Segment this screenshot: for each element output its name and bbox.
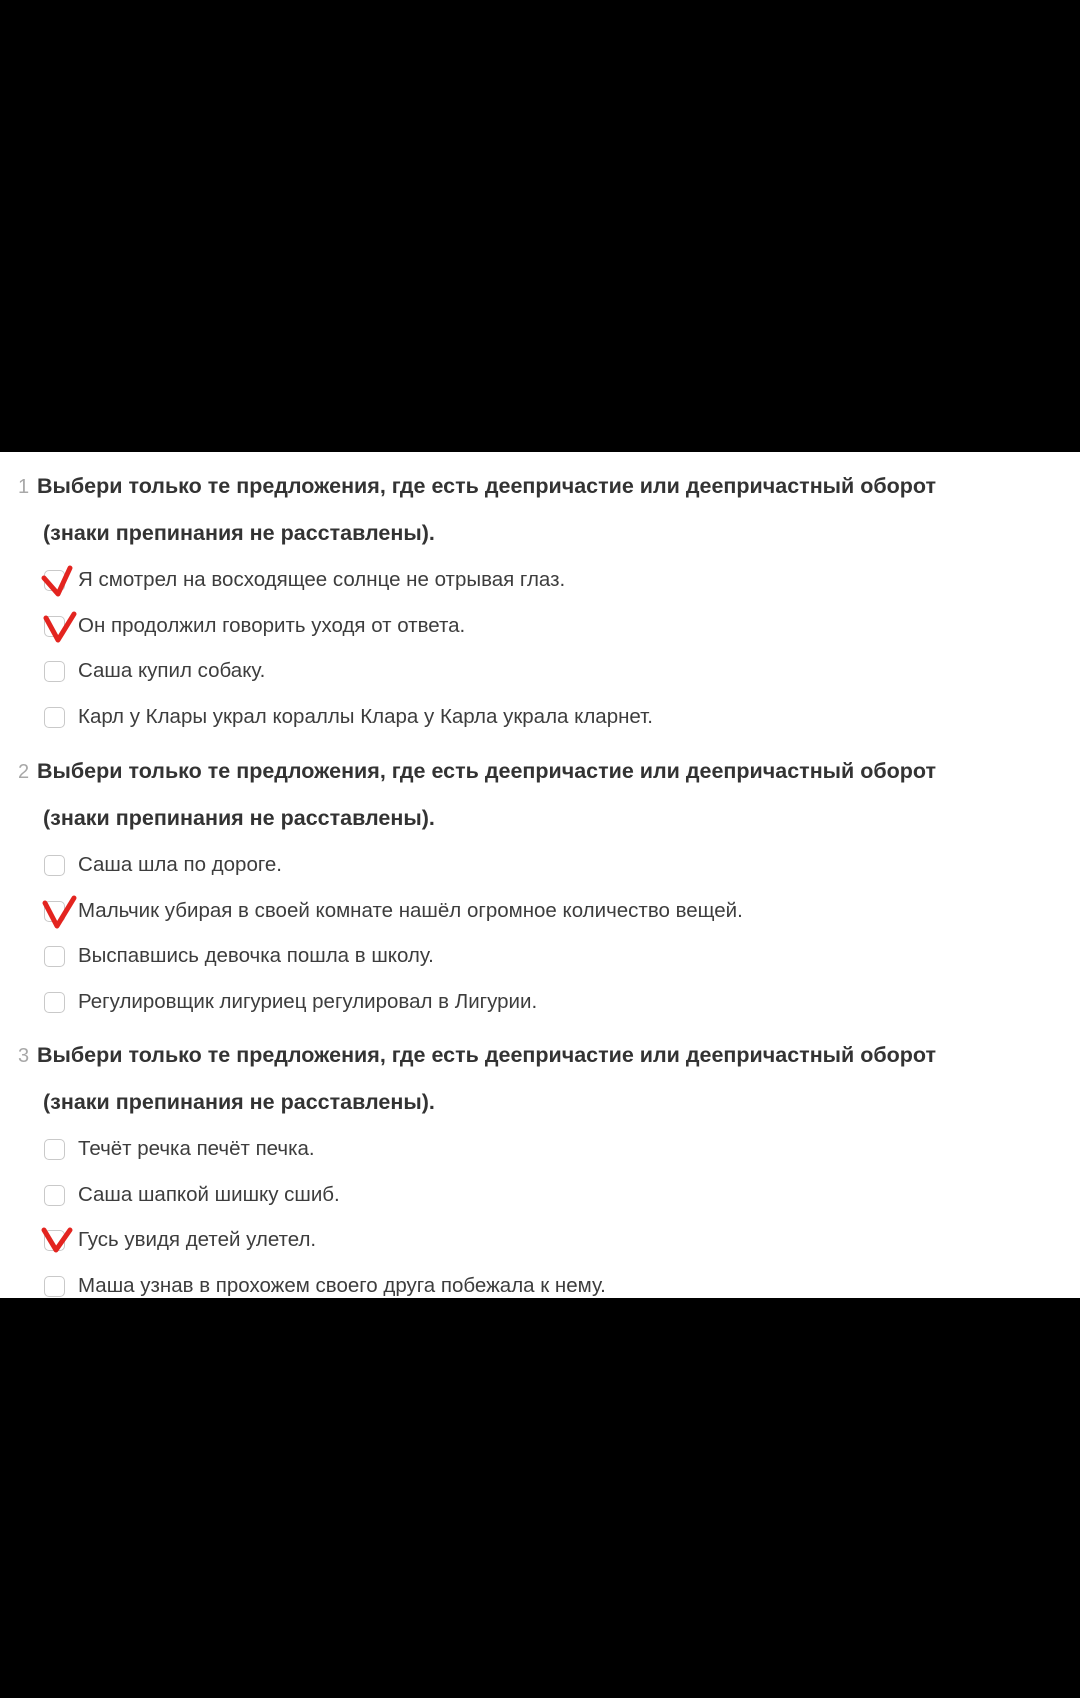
question-note: (знаки препинания не расставлены). <box>43 1090 435 1114</box>
answer-option[interactable] <box>0 1220 1080 1266</box>
question-3 <box>0 1035 1080 1311</box>
answer-checkbox[interactable] <box>44 855 65 876</box>
answer-option[interactable] <box>0 845 1080 891</box>
answer-label: Течёт речка печёт печка. <box>78 1137 315 1160</box>
question-title: Выбери только те предложения, где есть деепричастие или деепричастный оборот <box>37 1043 937 1067</box>
answer-option[interactable] <box>0 606 1080 652</box>
answer-checkbox[interactable] <box>44 1139 65 1160</box>
answer-option[interactable] <box>0 982 1080 1028</box>
answer-label: Выспавшись девочка пошла в школу. <box>78 944 434 967</box>
answer-option[interactable] <box>0 697 1080 743</box>
red-checkmark-icon <box>40 895 82 931</box>
question-2 <box>0 751 1080 1027</box>
answer-option[interactable] <box>0 651 1080 697</box>
quiz-panel <box>0 452 1080 1298</box>
question-1 <box>0 466 1080 742</box>
answer-checkbox[interactable] <box>44 661 65 682</box>
question-header <box>0 751 1080 845</box>
question-note: (знаки препинания не расставлены). <box>43 806 435 830</box>
answer-label: Регулировщик лигуриец регулировал в Лигурии. <box>78 989 538 1013</box>
answer-checkbox[interactable] <box>44 1185 65 1206</box>
answer-checkbox[interactable] <box>44 946 65 967</box>
answer-label: Саша шапкой шишку сшиб. <box>78 1182 340 1206</box>
answer-option[interactable] <box>0 1129 1080 1175</box>
answer-checkbox[interactable] <box>44 1276 65 1297</box>
red-checkmark-icon <box>40 564 82 600</box>
answer-checkbox[interactable] <box>44 707 65 728</box>
answer-label: Гусь увидя детей улетел. <box>78 1228 317 1251</box>
red-checkmark-icon <box>40 1224 82 1260</box>
answer-option[interactable] <box>0 1175 1080 1221</box>
answer-label: Маша узнав в прохожем своего друга побежала к нему. <box>78 1273 606 1297</box>
red-checkmark-icon <box>40 610 82 646</box>
answer-label: Он продолжил говорить уходя от ответа. <box>78 613 466 637</box>
question-note: (знаки препинания не расставлены). <box>43 521 435 545</box>
answer-label: Саша купил собаку. <box>78 659 266 682</box>
answer-label: Карл у Клары украл кораллы Клара у Карла украла кларнет. <box>78 704 653 728</box>
answer-label: Я смотрел на восходящее солнце не отрывая глаз. <box>78 568 566 591</box>
answer-checkbox[interactable] <box>44 992 65 1013</box>
answer-label: Мальчик убирая в своей комнате нашёл огромное количество вещей. <box>78 898 743 922</box>
question-number: 3 <box>18 1045 30 1067</box>
question-number: 1 <box>18 476 30 498</box>
answer-option[interactable] <box>0 1266 1080 1312</box>
answer-label: Саша шла по дороге. <box>78 853 282 876</box>
answer-option[interactable] <box>0 936 1080 982</box>
question-header <box>0 466 1080 560</box>
question-number: 2 <box>18 761 30 783</box>
question-header <box>0 1035 1080 1129</box>
answer-option[interactable] <box>0 560 1080 606</box>
question-title: Выбери только те предложения, где есть деепричастие или деепричастный оборот <box>37 474 937 498</box>
question-title: Выбери только те предложения, где есть деепричастие или деепричастный оборот <box>37 759 937 783</box>
answer-option[interactable] <box>0 891 1080 937</box>
